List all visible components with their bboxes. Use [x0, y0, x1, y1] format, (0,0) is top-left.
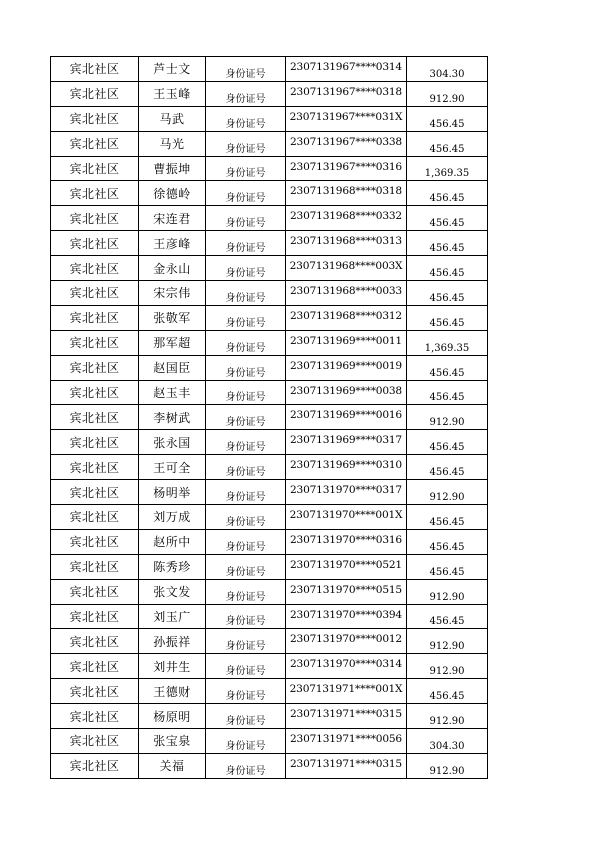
name-cell: 芦士文 [139, 57, 206, 82]
table-row [51, 256, 488, 281]
table-row [51, 729, 488, 754]
table-row [51, 330, 488, 355]
id-number-text: 2307131968****0332 [290, 210, 402, 223]
name-cell: 金永山 [139, 256, 206, 281]
community-cell: 宾北社区 [51, 405, 139, 430]
id-number-text: 2307131970****0314 [290, 658, 402, 671]
id-type-cell [206, 480, 286, 505]
community-cell: 宾北社区 [51, 380, 139, 405]
amount-cell [407, 281, 488, 306]
amount-text: 456.45 [429, 243, 465, 255]
id-type-text: 身份证号 [225, 118, 266, 130]
table-row [51, 629, 488, 654]
amount-text: 456.45 [429, 516, 465, 528]
id-number-cell [286, 704, 407, 729]
community-cell: 宾北社区 [51, 455, 139, 480]
table-row [51, 181, 488, 206]
amount-cell [407, 430, 488, 455]
id-type-cell [206, 355, 286, 380]
id-number-text: 2307131970****0012 [290, 633, 402, 646]
id-number-cell [286, 330, 407, 355]
id-number-cell [286, 430, 407, 455]
amount-cell [407, 231, 488, 256]
table-row [51, 305, 488, 330]
id-number-text: 2307131971****001X [289, 683, 403, 696]
id-number-text: 2307131971****0056 [290, 732, 402, 745]
community-cell: 宾北社区 [51, 57, 139, 82]
id-type-cell [206, 380, 286, 405]
id-number-cell [286, 679, 407, 704]
amount-text: 912.90 [429, 492, 465, 504]
id-type-cell [206, 106, 286, 131]
id-type-text: 身份证号 [225, 168, 266, 180]
id-number-text: 2307131968****0318 [290, 185, 402, 198]
id-number-text: 2307131970****0521 [290, 558, 402, 571]
amount-text: 456.45 [429, 317, 465, 329]
id-type-cell [206, 455, 286, 480]
id-type-cell [206, 81, 286, 106]
amount-cell [407, 579, 488, 604]
id-type-cell [206, 156, 286, 181]
amount-text: 912.90 [429, 765, 465, 777]
amount-text: 456.45 [429, 218, 465, 230]
id-number-cell [286, 281, 407, 306]
id-type-text: 身份证号 [225, 566, 266, 578]
community-cell: 宾北社区 [51, 305, 139, 330]
name-cell: 王德财 [139, 679, 206, 704]
name-cell: 曹振坤 [139, 156, 206, 181]
id-type-text: 身份证号 [225, 243, 266, 255]
amount-cell [407, 330, 488, 355]
community-cell: 宾北社区 [51, 554, 139, 579]
amount-text: 1,369.35 [424, 342, 470, 354]
amount-text: 912.90 [429, 93, 465, 105]
amount-text: 912.90 [429, 591, 465, 603]
name-cell: 赵玉丰 [139, 380, 206, 405]
table-row [51, 455, 488, 480]
id-number-text: 2307131970****0515 [290, 583, 402, 596]
id-number-text: 2307131970****001X [289, 508, 403, 521]
id-number-cell [286, 57, 407, 82]
amount-text: 912.90 [429, 666, 465, 678]
amount-cell [407, 455, 488, 480]
amount-text: 456.45 [429, 268, 465, 280]
name-cell: 孙振祥 [139, 629, 206, 654]
table-row [51, 131, 488, 156]
id-number-cell [286, 405, 407, 430]
name-cell: 马武 [139, 106, 206, 131]
name-cell: 马光 [139, 131, 206, 156]
id-number-text: 2307131969****0016 [290, 409, 402, 422]
id-type-text: 身份证号 [225, 740, 266, 752]
id-number-cell [286, 181, 407, 206]
amount-text: 456.45 [429, 616, 465, 628]
community-cell: 宾北社区 [51, 679, 139, 704]
name-cell: 宋宗伟 [139, 281, 206, 306]
amount-text: 456.45 [429, 193, 465, 205]
id-number-cell [286, 106, 407, 131]
amount-cell [407, 305, 488, 330]
id-number-text: 2307131970****0316 [290, 533, 402, 546]
id-type-cell [206, 57, 286, 82]
id-type-text: 身份证号 [225, 268, 266, 280]
id-type-cell [206, 430, 286, 455]
amount-text: 456.45 [429, 118, 465, 130]
id-type-text: 身份证号 [225, 292, 266, 304]
name-cell: 宋连君 [139, 206, 206, 231]
community-cell: 宾北社区 [51, 753, 139, 778]
community-cell: 宾北社区 [51, 654, 139, 679]
amount-cell [407, 405, 488, 430]
amount-text: 456.45 [429, 467, 465, 479]
amount-text: 456.45 [429, 566, 465, 578]
name-cell: 关福 [139, 753, 206, 778]
amount-text: 912.90 [429, 641, 465, 653]
amount-cell [407, 181, 488, 206]
id-number-text: 2307131969****0011 [290, 334, 402, 347]
name-cell: 王彦峰 [139, 231, 206, 256]
id-type-cell [206, 529, 286, 554]
id-type-text: 身份证号 [225, 392, 266, 404]
amount-text: 304.30 [429, 740, 465, 752]
id-number-cell [286, 256, 407, 281]
id-type-cell [206, 654, 286, 679]
community-cell: 宾北社区 [51, 106, 139, 131]
community-cell: 宾北社区 [51, 480, 139, 505]
id-number-text: 2307131967****0318 [290, 85, 402, 98]
amount-cell [407, 554, 488, 579]
community-cell: 宾北社区 [51, 206, 139, 231]
id-number-text: 2307131968****0312 [290, 309, 402, 322]
id-type-cell [206, 704, 286, 729]
name-cell: 刘万成 [139, 505, 206, 530]
table-row [51, 679, 488, 704]
id-type-text: 身份证号 [225, 492, 266, 504]
community-cell: 宾北社区 [51, 355, 139, 380]
amount-text: 456.45 [429, 392, 465, 404]
table-row [51, 654, 488, 679]
table-row [51, 380, 488, 405]
table-row [51, 106, 488, 131]
table-row [51, 57, 488, 82]
community-cell: 宾北社区 [51, 330, 139, 355]
community-cell: 宾北社区 [51, 231, 139, 256]
id-type-text: 身份证号 [225, 541, 266, 553]
community-cell: 宾北社区 [51, 156, 139, 181]
id-number-cell [286, 753, 407, 778]
community-cell: 宾北社区 [51, 181, 139, 206]
id-type-text: 身份证号 [225, 68, 266, 80]
id-type-cell [206, 679, 286, 704]
table-row [51, 554, 488, 579]
amount-cell [407, 505, 488, 530]
id-type-text: 身份证号 [225, 716, 266, 728]
id-type-cell [206, 604, 286, 629]
amount-cell [407, 679, 488, 704]
id-number-cell [286, 231, 407, 256]
community-cell: 宾北社区 [51, 281, 139, 306]
id-number-text: 2307131969****0310 [290, 459, 402, 472]
table-row [51, 604, 488, 629]
id-number-cell [286, 529, 407, 554]
id-number-text: 2307131967****0314 [290, 60, 402, 73]
id-type-cell [206, 753, 286, 778]
id-type-cell [206, 729, 286, 754]
id-type-cell [206, 305, 286, 330]
id-type-text: 身份证号 [225, 516, 266, 528]
name-cell: 杨明举 [139, 480, 206, 505]
id-type-cell [206, 405, 286, 430]
id-number-cell [286, 480, 407, 505]
amount-cell [407, 529, 488, 554]
id-number-cell [286, 380, 407, 405]
id-type-text: 身份证号 [225, 367, 266, 379]
table-row [51, 505, 488, 530]
amount-cell [407, 81, 488, 106]
amount-text: 456.45 [429, 292, 465, 304]
id-type-text: 身份证号 [225, 317, 266, 329]
table-row [51, 480, 488, 505]
table-row [51, 81, 488, 106]
id-number-cell [286, 156, 407, 181]
community-cell: 宾北社区 [51, 579, 139, 604]
id-type-cell [206, 256, 286, 281]
id-number-cell [286, 131, 407, 156]
community-cell: 宾北社区 [51, 505, 139, 530]
id-number-text: 2307131967****031X [289, 110, 403, 123]
name-cell: 赵所中 [139, 529, 206, 554]
id-number-text: 2307131968****0033 [290, 284, 402, 297]
id-number-text: 2307131968****0313 [290, 235, 402, 248]
id-number-cell [286, 305, 407, 330]
table-row [51, 281, 488, 306]
table-row [51, 156, 488, 181]
id-type-cell [206, 231, 286, 256]
id-type-text: 身份证号 [225, 442, 266, 454]
id-type-text: 身份证号 [225, 666, 266, 678]
id-type-cell [206, 330, 286, 355]
amount-cell [407, 480, 488, 505]
name-cell: 张敬军 [139, 305, 206, 330]
community-cell: 宾北社区 [51, 729, 139, 754]
id-number-cell [286, 729, 407, 754]
id-type-text: 身份证号 [225, 691, 266, 703]
amount-cell [407, 57, 488, 82]
name-cell: 李树武 [139, 405, 206, 430]
id-type-text: 身份证号 [225, 143, 266, 155]
name-cell: 刘玉广 [139, 604, 206, 629]
id-number-cell [286, 355, 407, 380]
name-cell: 那军超 [139, 330, 206, 355]
table-row [51, 355, 488, 380]
roster-table [50, 56, 488, 779]
id-type-text: 身份证号 [225, 93, 266, 105]
community-cell: 宾北社区 [51, 256, 139, 281]
name-cell: 赵国臣 [139, 355, 206, 380]
id-type-cell [206, 206, 286, 231]
table-row [51, 430, 488, 455]
id-number-cell [286, 455, 407, 480]
amount-cell [407, 704, 488, 729]
id-number-text: 2307131970****0317 [290, 484, 402, 497]
id-number-text: 2307131969****0019 [290, 359, 402, 372]
name-cell: 徐德岭 [139, 181, 206, 206]
id-type-text: 身份证号 [225, 616, 266, 628]
amount-text: 912.90 [429, 417, 465, 429]
amount-cell [407, 753, 488, 778]
table-row [51, 231, 488, 256]
id-number-text: 2307131970****0394 [290, 608, 402, 621]
id-number-cell [286, 604, 407, 629]
id-number-cell [286, 629, 407, 654]
amount-text: 1,369.35 [424, 168, 470, 180]
community-cell: 宾北社区 [51, 704, 139, 729]
id-number-text: 2307131968****003X [289, 260, 403, 273]
id-number-text: 2307131969****0317 [290, 434, 402, 447]
name-cell: 陈秀珍 [139, 554, 206, 579]
id-type-cell [206, 505, 286, 530]
amount-cell [407, 106, 488, 131]
community-cell: 宾北社区 [51, 529, 139, 554]
table-row [51, 753, 488, 778]
table-row [51, 704, 488, 729]
id-number-cell [286, 206, 407, 231]
id-type-text: 身份证号 [225, 641, 266, 653]
id-type-text: 身份证号 [225, 342, 266, 354]
id-number-text: 2307131971****0315 [290, 708, 402, 721]
name-cell: 王可全 [139, 455, 206, 480]
id-number-cell [286, 505, 407, 530]
id-type-cell [206, 554, 286, 579]
amount-text: 456.45 [429, 541, 465, 553]
id-number-text: 2307131971****0315 [290, 757, 402, 770]
community-cell: 宾北社区 [51, 81, 139, 106]
id-type-cell [206, 181, 286, 206]
id-number-cell [286, 579, 407, 604]
id-type-text: 身份证号 [225, 417, 266, 429]
amount-cell [407, 156, 488, 181]
table-row [51, 579, 488, 604]
table-row [51, 206, 488, 231]
roster-table-body [51, 57, 488, 779]
name-cell: 张宝泉 [139, 729, 206, 754]
id-type-cell [206, 579, 286, 604]
name-cell: 刘井生 [139, 654, 206, 679]
amount-cell [407, 604, 488, 629]
amount-cell [407, 206, 488, 231]
table-row [51, 405, 488, 430]
amount-text: 456.45 [429, 442, 465, 454]
amount-text: 456.45 [429, 367, 465, 379]
amount-cell [407, 729, 488, 754]
table-row [51, 529, 488, 554]
amount-text: 456.45 [429, 691, 465, 703]
amount-cell [407, 256, 488, 281]
id-number-text: 2307131969****0038 [290, 384, 402, 397]
id-type-cell [206, 281, 286, 306]
id-type-text: 身份证号 [225, 218, 266, 230]
amount-cell [407, 654, 488, 679]
amount-cell [407, 629, 488, 654]
id-number-cell [286, 81, 407, 106]
community-cell: 宾北社区 [51, 629, 139, 654]
community-cell: 宾北社区 [51, 131, 139, 156]
amount-cell [407, 380, 488, 405]
amount-text: 456.45 [429, 143, 465, 155]
amount-text: 912.90 [429, 716, 465, 728]
id-type-text: 身份证号 [225, 765, 266, 777]
amount-cell [407, 131, 488, 156]
id-type-text: 身份证号 [225, 193, 266, 205]
id-number-text: 2307131967****0338 [290, 135, 402, 148]
name-cell: 王玉峰 [139, 81, 206, 106]
amount-text: 304.30 [429, 68, 465, 80]
id-type-cell [206, 629, 286, 654]
name-cell: 张文发 [139, 579, 206, 604]
id-number-cell [286, 654, 407, 679]
amount-cell [407, 355, 488, 380]
id-type-cell [206, 131, 286, 156]
name-cell: 杨原明 [139, 704, 206, 729]
id-type-text: 身份证号 [225, 467, 266, 479]
id-number-text: 2307131967****0316 [290, 160, 402, 173]
community-cell: 宾北社区 [51, 430, 139, 455]
name-cell: 张永国 [139, 430, 206, 455]
id-number-cell [286, 554, 407, 579]
community-cell: 宾北社区 [51, 604, 139, 629]
id-type-text: 身份证号 [225, 591, 266, 603]
